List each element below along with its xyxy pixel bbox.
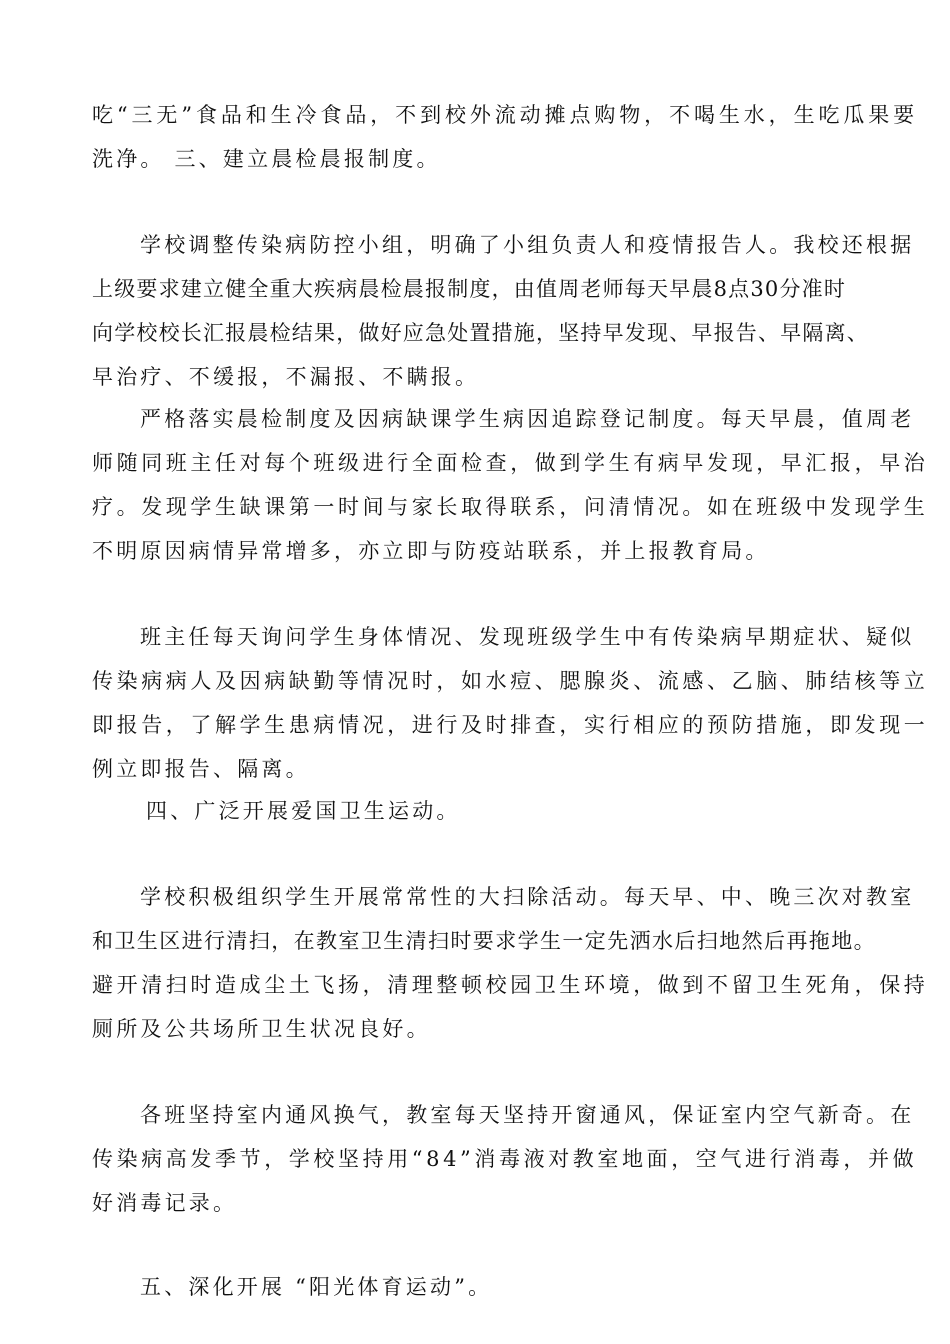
paragraph-2-line-1: 学校调整传染病防控小组，明确了小组负责人和疫情报告人。我校还根据: [140, 233, 915, 257]
paragraph-2-line-4: 早治疗、不缓报，不漏报、不瞒报。: [92, 365, 480, 389]
paragraph-4-line-4: 例立即报告、隔离。: [92, 757, 310, 781]
paragraph-5-line-3: 避开清扫时造成尘土飞扬，清理整顿校园卫生环境，做到不留卫生死角，保持: [92, 973, 929, 997]
paragraph-2-line-3: 向学校校长汇报晨检结果，做好应急处置措施，坚持早发现、早报告、早隔离、: [92, 321, 869, 345]
paragraph-5-line-4: 厕所及公共场所卫生状况良好。: [92, 1017, 431, 1041]
paragraph-3-line-1: 严格落实晨检制度及因病缺课学生病因追踪登记制度。每天早晨，值周老: [140, 407, 915, 431]
paragraph-3-line-2: 师随同班主任对每个班级进行全面检查，做到学生有病早发现，早汇报，早治: [92, 451, 929, 475]
section-heading-5: 五、深化开展 “阳光体育运动”。: [140, 1275, 493, 1299]
paragraph-1-line-1: 吃“三无”食品和生冷食品，不到校外流动摊点购物，不喝生水，生吃瓜果要: [92, 103, 919, 127]
paragraph-6-line-1: 各班坚持室内通风换气，教室每天坚持开窗通风，保证室内空气新奇。在: [140, 1103, 915, 1127]
paragraph-6-line-3: 好消毒记录。: [92, 1191, 238, 1215]
paragraph-4-line-1: 班主任每天询问学生身体情况、发现班级学生中有传染病早期症状、疑似: [140, 625, 915, 649]
paragraph-3-line-4: 不明原因病情异常增多，亦立即与防疫站联系，并上报教育局。: [92, 539, 770, 563]
paragraph-5-line-1: 学校积极组织学生开展常常性的大扫除活动。每天早、中、晚三次对教室: [140, 885, 915, 909]
paragraph-3-line-3: 疗。发现学生缺课第一时间与家长取得联系，问清情况。如在班级中发现学生: [92, 495, 929, 519]
paragraph-4-line-3: 即报告，了解学生患病情况，进行及时排查，实行相应的预防措施，即发现一: [92, 713, 929, 737]
section-heading-4: 四、广泛开展爱国卫生运动。: [146, 799, 461, 823]
paragraph-1-line-2: 洗净。 三、建立晨检晨报制度。: [92, 147, 441, 171]
paragraph-5-line-2: 和卫生区进行清扫，在教室卫生清扫时要求学生一定先洒水后扫地然后再拖地。: [92, 929, 876, 953]
paragraph-4-line-2: 传染病病人及因病缺勤等情况时，如水痘、腮腺炎、流感、乙脑、肺结核等立: [92, 669, 929, 693]
paragraph-2-line-2: 上级要求建立健全重大疾病晨检晨报制度，由值周老师每天早晨8点30分准时: [92, 277, 847, 301]
paragraph-6-line-2: 传染病高发季节，学校坚持用“84”消毒液对教室地面，空气进行消毒，并做: [92, 1147, 918, 1171]
